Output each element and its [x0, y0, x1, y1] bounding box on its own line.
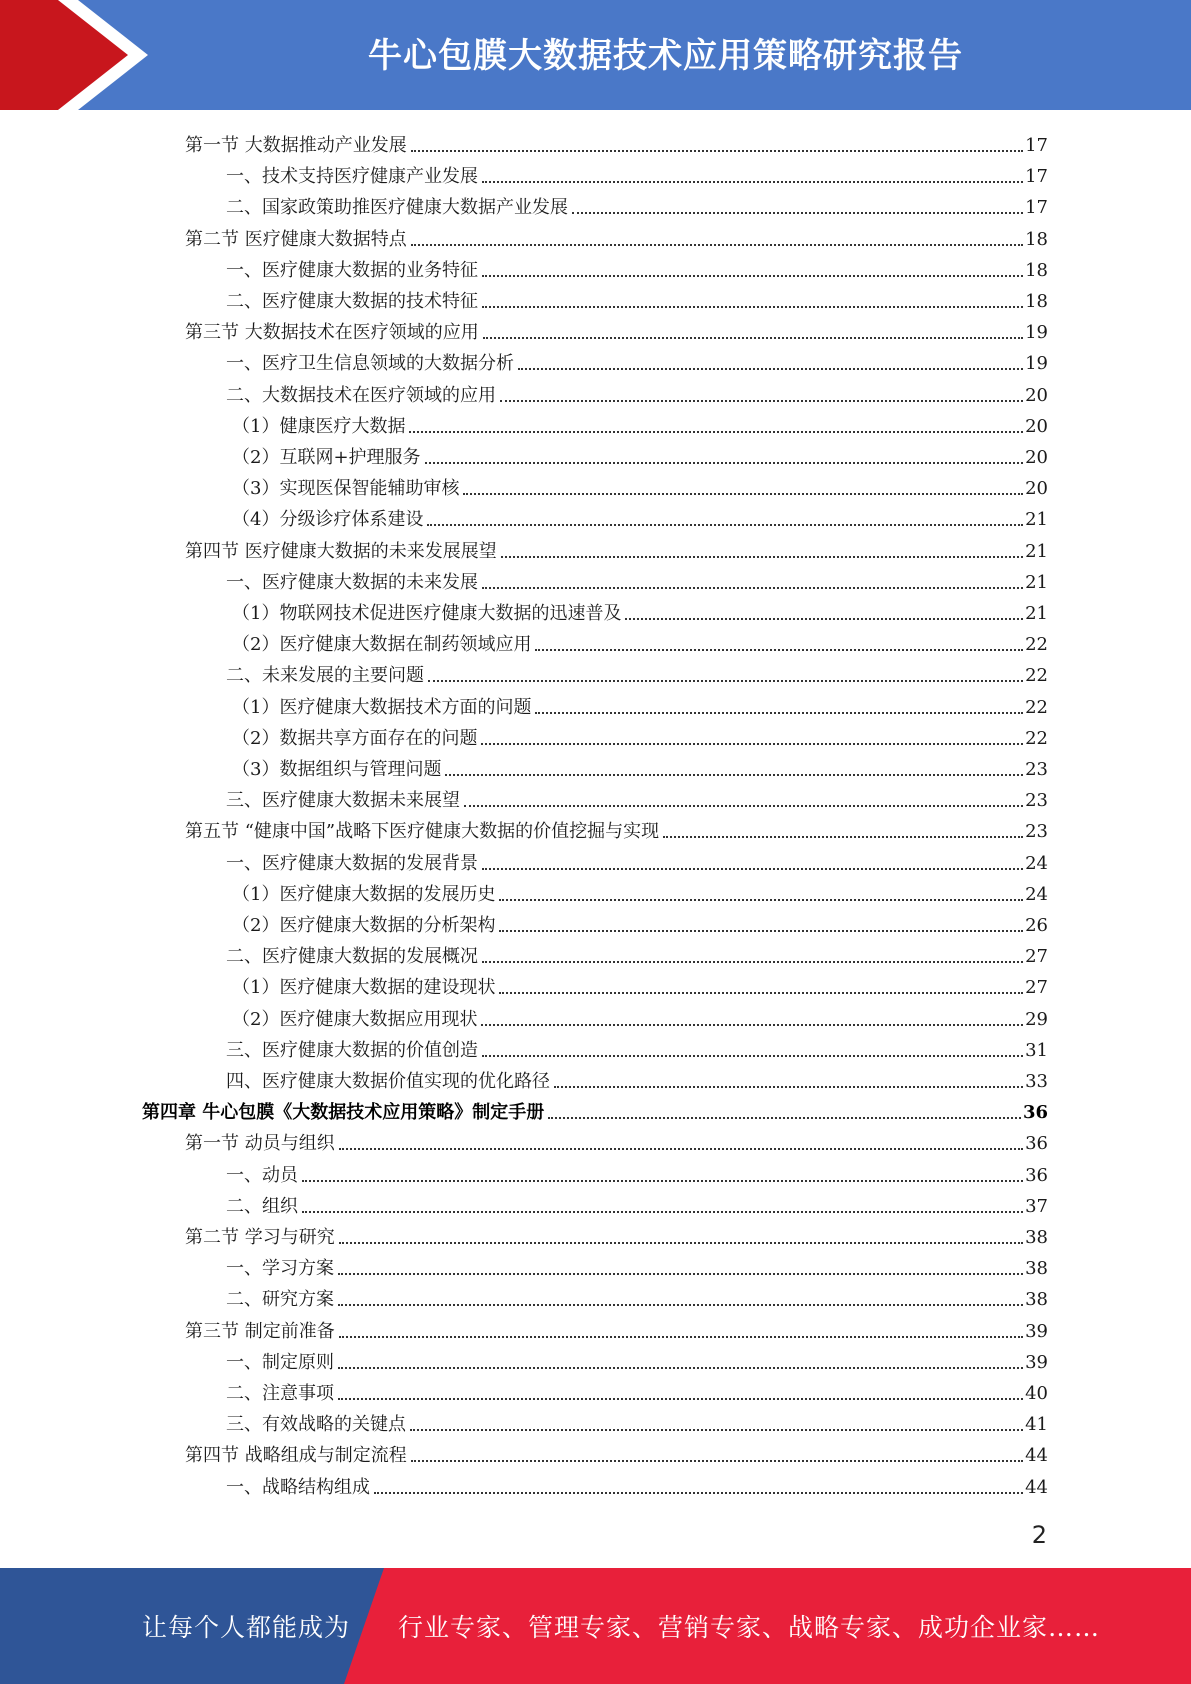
- toc-entry-page: 24: [1025, 852, 1048, 874]
- toc-entry-title: （2）医疗健康大数据在制药领域应用: [232, 634, 532, 656]
- toc-dot-leader: [482, 1055, 1023, 1057]
- toc-entry-title: 一、学习方案: [226, 1258, 334, 1280]
- toc-dot-leader: [410, 1429, 1023, 1431]
- toc-dot-leader: [499, 899, 1023, 901]
- toc-entry[interactable]: [232, 1001, 1048, 1032]
- toc-dot-leader: [338, 1273, 1023, 1275]
- toc-entry[interactable]: [232, 439, 1048, 470]
- toc-dot-leader: [554, 1086, 1023, 1088]
- toc-entry-title: 一、医疗健康大数据的业务特征: [226, 259, 478, 281]
- toc-entry-title: 第二节 学习与研究: [185, 1227, 335, 1248]
- toc-entry[interactable]: [232, 408, 1048, 439]
- toc-dot-leader: [482, 275, 1023, 277]
- toc-entry-title: 一、制定原则: [226, 1351, 334, 1373]
- toc-entry-page: 21: [1025, 540, 1048, 562]
- toc-entry[interactable]: [185, 1125, 1048, 1156]
- toc-entry-title: 三、有效战略的关键点: [226, 1414, 406, 1436]
- toc-dot-leader: [411, 1460, 1023, 1462]
- toc-entry[interactable]: [226, 938, 1048, 969]
- toc-entry[interactable]: [232, 907, 1048, 938]
- toc-entry-page: 33: [1025, 1071, 1048, 1092]
- toc-entry-title: 一、战略结构组成: [226, 1476, 370, 1498]
- toc-dot-leader: [411, 150, 1023, 152]
- toc-dot-leader: [464, 805, 1023, 807]
- toc-entry[interactable]: [226, 158, 1048, 189]
- toc-entry[interactable]: [226, 657, 1048, 688]
- toc-dot-leader: [500, 400, 1023, 402]
- toc-entry-page: 40: [1025, 1383, 1048, 1404]
- toc-dot-leader: [482, 961, 1023, 963]
- toc-entry-title: （2）互联网+护理服务: [232, 447, 421, 468]
- toc-entry[interactable]: [185, 1219, 1048, 1250]
- toc-dot-leader: [411, 244, 1023, 246]
- toc-entry[interactable]: [226, 782, 1048, 813]
- toc-entry-page: 23: [1025, 790, 1048, 812]
- toc-dot-leader: [481, 1024, 1023, 1026]
- toc-entry[interactable]: [226, 1188, 1048, 1219]
- toc-entry-page: 36: [1025, 1164, 1048, 1186]
- toc-dot-leader: [445, 774, 1023, 776]
- toc-entry-page: 20: [1025, 384, 1048, 406]
- toc-entry-title: 三、医疗健康大数据的价值创造: [226, 1039, 478, 1061]
- toc-dot-leader: [425, 462, 1024, 464]
- page-number: 2: [1031, 1521, 1047, 1549]
- toc-entry-title: 二、研究方案: [226, 1289, 334, 1311]
- toc-entry[interactable]: [232, 501, 1048, 532]
- toc-entry-title: 第四节 医疗健康大数据的未来发展展望: [185, 540, 497, 562]
- toc-entry-page: 39: [1025, 1351, 1048, 1373]
- toc-dot-leader: [483, 337, 1023, 339]
- toc-entry-page: 38: [1025, 1258, 1048, 1280]
- toc-entry-title: 一、医疗健康大数据的发展背景: [226, 852, 478, 874]
- toc-entry-title: （3）数据组织与管理问题: [232, 759, 442, 780]
- toc-entry[interactable]: [226, 1250, 1048, 1281]
- toc-entry-page: 36: [1022, 1102, 1048, 1124]
- toc-dot-leader: [663, 836, 1023, 838]
- toc-dot-leader: [535, 712, 1023, 714]
- toc-entry-page: 31: [1025, 1039, 1048, 1061]
- toc-entry-page: 44: [1025, 1445, 1048, 1467]
- toc-entry[interactable]: [185, 1313, 1048, 1344]
- toc-entry[interactable]: [226, 189, 1048, 220]
- toc-entry[interactable]: [226, 1375, 1048, 1406]
- toc-entry-page: 22: [1025, 696, 1048, 718]
- toc-entry-title: 二、未来发展的主要问题: [226, 665, 424, 687]
- toc-dot-leader: [339, 1336, 1023, 1338]
- toc-entry-page: 39: [1025, 1320, 1048, 1342]
- toc-entry[interactable]: [226, 1281, 1048, 1312]
- toc-entry-page: 17: [1025, 135, 1048, 156]
- toc-entry-page: 19: [1025, 322, 1048, 344]
- toc-entry-page: 23: [1025, 759, 1048, 780]
- toc-entry-title: （4）分级诊疗体系建设: [232, 509, 424, 531]
- toc-dot-leader: [302, 1180, 1023, 1182]
- toc-entry-page: 19: [1025, 353, 1048, 375]
- toc-dot-leader: [518, 368, 1023, 370]
- toc-dot-leader: [482, 181, 1023, 183]
- toc-entry[interactable]: [185, 314, 1048, 345]
- toc-entry-page: 22: [1025, 665, 1048, 687]
- page-footer: [0, 1568, 1191, 1684]
- toc-entry-title: 第四章 牛心包膜《大数据技术应用策略》制定手册: [142, 1102, 545, 1124]
- toc-entry-page: 38: [1025, 1289, 1048, 1311]
- toc-dot-leader: [409, 431, 1023, 433]
- toc-entry[interactable]: [142, 1094, 1048, 1125]
- toc-entry[interactable]: [232, 720, 1048, 751]
- toc-entry-title: 二、组织: [226, 1195, 298, 1217]
- toc-entry-title: 二、医疗健康大数据的发展概况: [226, 946, 478, 968]
- toc-entry-page: 18: [1025, 228, 1048, 250]
- toc-entry-page: 17: [1025, 197, 1048, 219]
- toc-entry-title: 一、动员: [226, 1164, 298, 1186]
- toc-entry-title: 第三节 制定前准备: [185, 1320, 335, 1342]
- toc-entry[interactable]: [226, 252, 1048, 283]
- toc-dot-leader: [338, 1398, 1023, 1400]
- toc-dot-leader: [338, 1367, 1023, 1369]
- footer-slogan-right: 行业专家、管理专家、营销专家、战略专家、成功企业家……: [398, 1613, 1101, 1642]
- toc-entry-title: 一、技术支持医疗健康产业发展: [226, 166, 478, 188]
- toc-entry[interactable]: [232, 626, 1048, 657]
- toc-entry-page: 21: [1025, 603, 1048, 624]
- toc-entry-title: （2）医疗健康大数据应用现状: [232, 1008, 478, 1030]
- toc-entry-page: 26: [1025, 915, 1048, 936]
- toc-entry[interactable]: [232, 595, 1048, 626]
- toc-dot-leader: [499, 992, 1023, 994]
- report-title: 牛心包膜大数据技术应用策略研究报告: [368, 36, 963, 76]
- toc-entry-title: 二、医疗健康大数据的技术特征: [226, 291, 478, 312]
- toc-dot-leader: [572, 212, 1023, 214]
- toc-entry-page: 22: [1025, 727, 1048, 749]
- toc-entry-page: 27: [1025, 946, 1048, 968]
- toc-dot-leader: [302, 1211, 1023, 1213]
- toc-entry-title: （3）实现医保智能辅助审核: [232, 478, 460, 500]
- toc-entry[interactable]: [226, 1406, 1048, 1437]
- toc-entry-page: 37: [1025, 1195, 1048, 1217]
- toc-entry[interactable]: [226, 283, 1048, 314]
- toc-entry-title: 第二节 医疗健康大数据特点: [185, 228, 407, 250]
- toc-entry-page: 27: [1025, 977, 1048, 999]
- toc-entry-title: （2）数据共享方面存在的问题: [232, 727, 478, 749]
- footer-slogan-left: 让每个人都能成为: [142, 1613, 351, 1642]
- toc-dot-leader: [501, 556, 1023, 558]
- toc-entry-page: 36: [1025, 1133, 1048, 1155]
- toc-entry-page: 20: [1025, 447, 1048, 468]
- toc-entry-title: （2）医疗健康大数据的分析架构: [232, 915, 496, 936]
- toc-entry[interactable]: [232, 470, 1048, 501]
- toc-entry-page: 44: [1025, 1476, 1048, 1498]
- toc-entry[interactable]: [185, 127, 1048, 158]
- toc-dot-leader: [482, 868, 1023, 870]
- toc-entry-title: 第五节 “健康中国”战略下医疗健康大数据的价值挖掘与实现: [185, 821, 660, 843]
- toc-dot-leader: [535, 649, 1023, 651]
- toc-entry[interactable]: [185, 813, 1048, 844]
- toc-dot-leader: [374, 1492, 1023, 1494]
- toc-entry[interactable]: [226, 345, 1048, 376]
- toc-entry-title: 第一节 大数据推动产业发展: [185, 135, 407, 156]
- toc-dot-leader: [339, 1148, 1023, 1150]
- toc-entry[interactable]: [185, 1437, 1048, 1468]
- toc-entry-page: 17: [1025, 166, 1048, 188]
- toc-entry[interactable]: [226, 1469, 1048, 1500]
- toc-entry[interactable]: [232, 689, 1048, 720]
- toc-entry-title: （1）医疗健康大数据的建设现状: [232, 977, 496, 999]
- toc-entry[interactable]: [226, 1157, 1048, 1188]
- toc-dot-leader: [338, 1304, 1023, 1306]
- toc-dot-leader: [481, 743, 1023, 745]
- toc-entry[interactable]: [226, 564, 1048, 595]
- toc-dot-leader: [463, 493, 1023, 495]
- toc-entry[interactable]: [226, 377, 1048, 408]
- toc-dot-leader: [548, 1117, 1021, 1119]
- toc-entry-page: 23: [1025, 821, 1048, 843]
- toc-entry[interactable]: [232, 876, 1048, 907]
- toc-entry-title: 第四节 战略组成与制定流程: [185, 1445, 407, 1467]
- toc-entry[interactable]: [232, 969, 1048, 1000]
- toc-entry-page: 20: [1025, 478, 1048, 500]
- toc-dot-leader: [427, 524, 1023, 526]
- toc-entry[interactable]: [226, 1032, 1048, 1063]
- toc-entry[interactable]: [226, 1344, 1048, 1375]
- toc-entry-title: 第三节 大数据技术在医疗领域的应用: [185, 322, 479, 344]
- toc-entry-page: 41: [1025, 1414, 1048, 1436]
- toc-entry[interactable]: [226, 1063, 1048, 1094]
- page-header: [0, 0, 1191, 110]
- toc-entry-page: 38: [1025, 1227, 1048, 1248]
- toc-entry[interactable]: [185, 221, 1048, 252]
- toc-dot-leader: [625, 618, 1023, 620]
- toc-entry-page: 18: [1025, 291, 1048, 312]
- toc-entry[interactable]: [232, 751, 1048, 782]
- toc-dot-leader: [482, 306, 1023, 308]
- toc-dot-leader: [482, 587, 1023, 589]
- toc-entry-title: （1）医疗健康大数据技术方面的问题: [232, 696, 532, 718]
- toc-entry[interactable]: [185, 533, 1048, 564]
- toc-dot-leader: [428, 680, 1023, 682]
- toc-dot-leader: [339, 1242, 1023, 1244]
- toc-entry-title: 四、医疗健康大数据价值实现的优化路径: [226, 1071, 550, 1092]
- toc-dot-leader: [499, 930, 1023, 932]
- toc-entry-page: 21: [1025, 509, 1048, 531]
- toc-entry-title: 第一节 动员与组织: [185, 1133, 335, 1155]
- toc-entry-title: （1）健康医疗大数据: [232, 415, 406, 437]
- toc-entry-page: 24: [1025, 883, 1048, 905]
- toc-entry-title: 一、医疗卫生信息领域的大数据分析: [226, 353, 514, 375]
- toc-entry-title: 一、医疗健康大数据的未来发展: [226, 571, 478, 593]
- toc-entry-title: 二、大数据技术在医疗领域的应用: [226, 384, 496, 406]
- toc-entry-title: 二、注意事项: [226, 1383, 334, 1404]
- toc-entry-page: 22: [1025, 634, 1048, 656]
- toc-entry-title: 三、医疗健康大数据未来展望: [226, 790, 460, 812]
- toc-entry-title: 二、国家政策助推医疗健康大数据产业发展: [226, 197, 568, 219]
- toc-entry-title: （1）物联网技术促进医疗健康大数据的迅速普及: [232, 603, 622, 624]
- toc-entry[interactable]: [226, 845, 1048, 876]
- toc-entry-page: 21: [1025, 571, 1048, 593]
- toc-entry-title: （1）医疗健康大数据的发展历史: [232, 883, 496, 905]
- toc-entry-page: 20: [1025, 415, 1048, 437]
- toc-entry-page: 18: [1025, 259, 1048, 281]
- toc-entry-page: 29: [1025, 1008, 1048, 1030]
